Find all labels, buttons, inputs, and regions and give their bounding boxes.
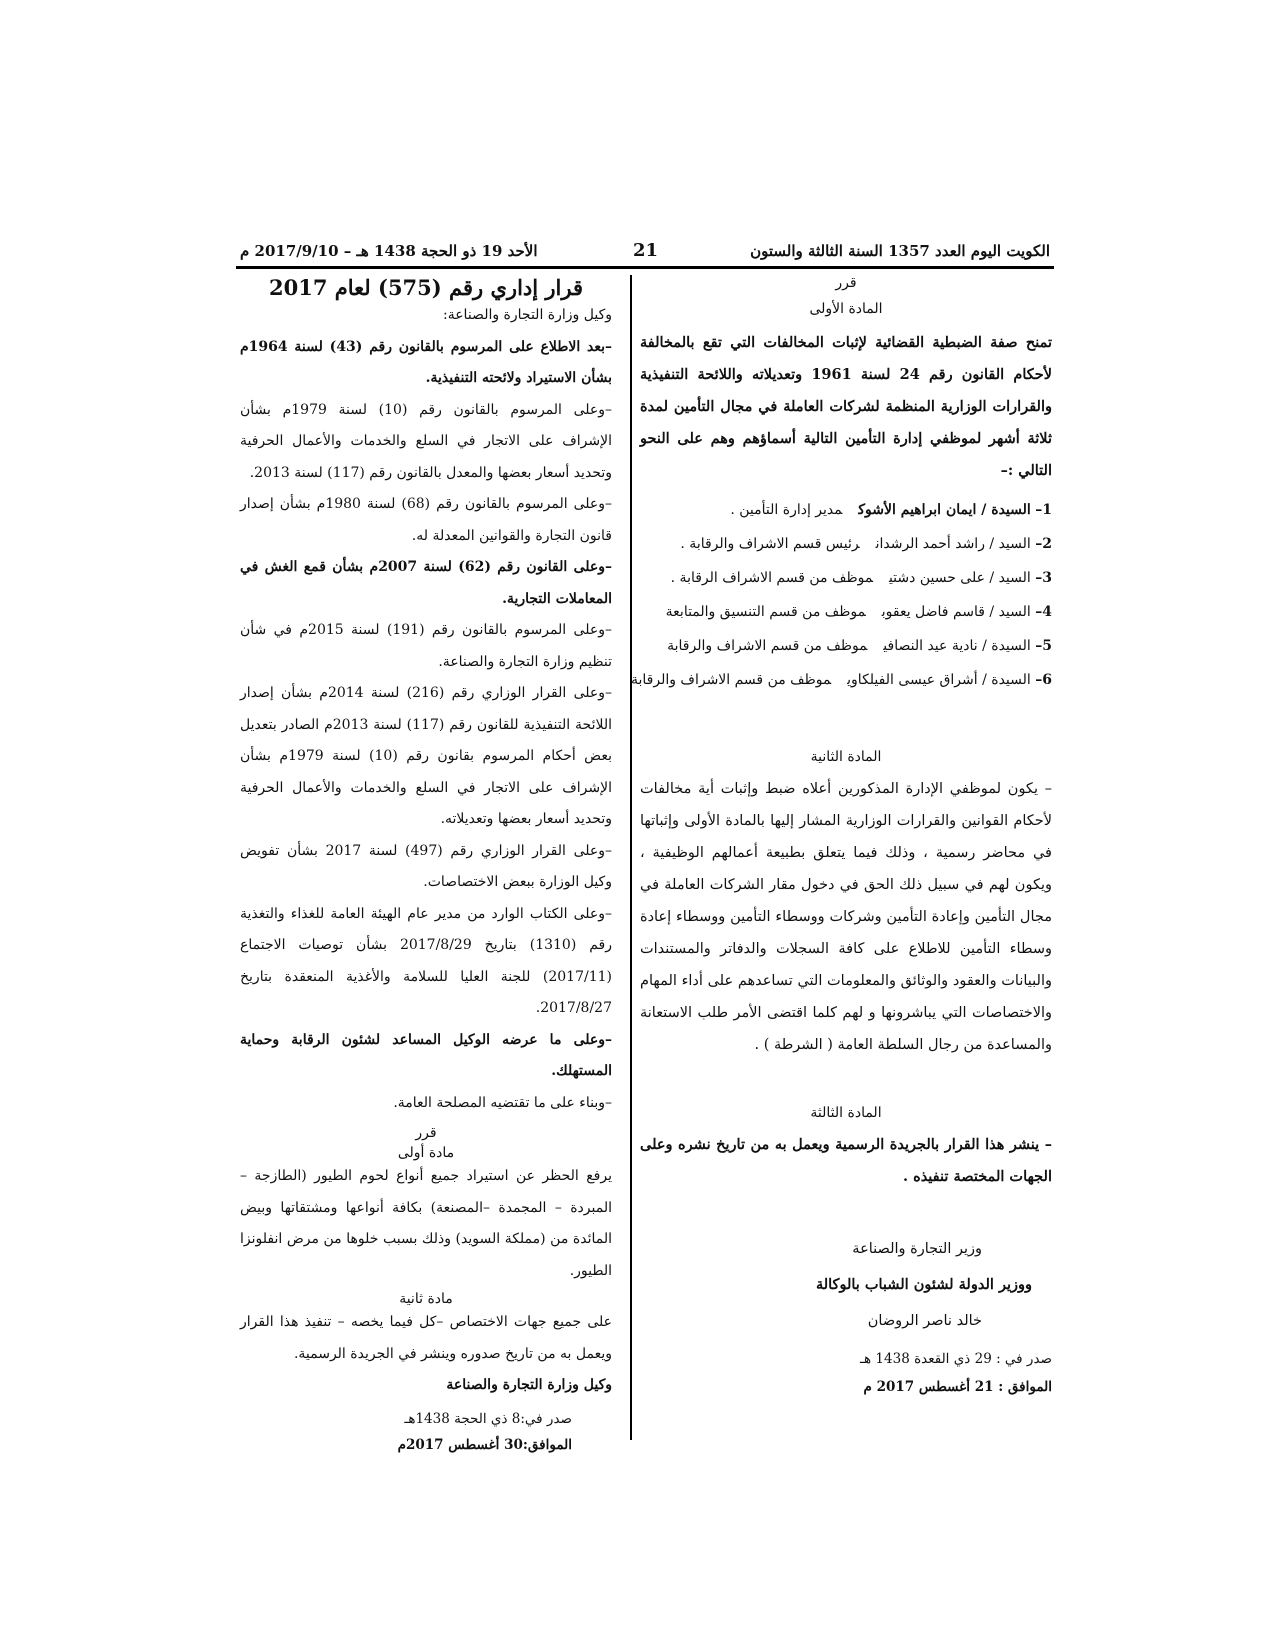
list-item: 1– السيدة / ايمان ابراهيم الأشوكمدير إدارة التأمين .: [730, 502, 1052, 518]
article-1-text: تمنح صفة الضبطية القضائية لإثبات المخالفات التي تقع بالمخالفة لأحكام القانون رقم 24 لسنة 1961 وتعديلاته واللائحة التنفيذية والقرارات الوزارية المنظمة لشركات العاملة في مجال التأمين لمدة ثلاثة أشهر لموظفي إدارة التأمين التالية أسماؤهم وهم على النحو التالي :–: [640, 334, 1052, 479]
article-2-text: – يكون لموظفي الإدارة المذكورين أعلاه ضبط وإثبات أية مخالفات لأحكام القوانين والقرارات الوزارية المشار إليها بالمادة الأولى وإثباتها في محاضر رسمية ، وذلك فيما يتعلق بطبيعة أعمالهم الوظيفية ، ويكون لهم في سبيل ذلك الحق في دخول مقار الشركات العاملة في مجال التأمين وإعادة التأمين وشركات ووسطاء التأمين ووسطاء إعادة وسطاء التأمين للاطلاع على كافة السجلات والدفاتر والمستندات والبيانات والعقود والوثائق والمعلومات التي تساعدهم على أداء المهام والاختصاصات التي يباشرونها و لهم كلما اقتضى الأمر طلب الاستعانة والمساعدة من رجال السلطة العامة ( الشرطة ) .: [640, 781, 1052, 1053]
header-date: الأحد 19 ذو الحجة 1438 هـ – 2017/9/10 م: [240, 242, 538, 260]
clause: –وعلى المرسوم بالقانون رقم (191) لسنة 2015م في شأن تنظيم وزارة التجارة والصناعة.: [240, 622, 612, 670]
article-1-heading: مادة أولى: [397, 1145, 455, 1161]
signer-title-2: ووزير الدولة لشئون الشباب بالوكالة: [815, 1276, 1032, 1293]
decision-heading: قرر: [835, 275, 857, 291]
issue-date: [240, 1406, 572, 1458]
decision-heading: قرر: [415, 1125, 437, 1141]
header-issue-info: الكويت اليوم العدد 1357 السنة الثالثة والستون: [750, 242, 1050, 260]
clause: –وعلى القانون رقم (62) لسنة 2007م بشأن قمع الغش في المعاملات التجارية.: [240, 559, 612, 607]
decree-intro: وكيل وزارة التجارة والصناعة:: [442, 307, 612, 323]
right-column: [630, 275, 1052, 1401]
list-item: 5– السيدة / نادية عيد النصافيموظف من قسم الاشراف والرقابة: [667, 638, 1052, 654]
clause: –وبناء على ما تقتضيه المصلحة العامة.: [393, 1094, 612, 1111]
clause: –وعلى المرسوم بالقانون رقم (10) لسنة 1979م بشأن الإشراف على الاتجار في السلع والخدمات والأعمال الحرفية وتحديد أسعار بعضها والمعدل بالقانون رقم (117) لسنة 2013.: [240, 401, 612, 481]
page-header: [240, 240, 1050, 266]
signer-title: وكيل وزارة التجارة والصناعة: [446, 1377, 612, 1393]
issued-date: صدر في : 29 ذي القعدة 1438 هـ: [860, 1351, 1052, 1367]
decree-title: قرار إداري رقم (575) لعام 2017: [268, 275, 584, 300]
signer-name: خالد ناصر الروضان: [867, 1313, 982, 1329]
signature-block: [640, 1231, 1032, 1339]
clause: –وعلى المرسوم بالقانون رقم (68) لسنة 1980م بشأن إصدار قانون التجارة والقوانين المعدلة له.: [240, 496, 612, 544]
column-divider: [630, 275, 632, 1440]
corresponding-date: الموافق:30 أغسطس 2017م: [397, 1437, 572, 1453]
signer-title: وزير التجارة والصناعة: [852, 1241, 982, 1257]
header-rule: [236, 266, 1054, 269]
article-1-text: يرفع الحظر عن استيراد جميع أنواع لحوم الطيور (الطازجة –المبردة – المجمدة –المصنعة) بكافة أنواعها ومشتقاتها وبيض المائدة من (مملكة السويد) وذلك بسبب خلوها من مرض انفلونزا الطيور.: [240, 1168, 612, 1279]
staff-list: [630, 493, 1052, 697]
left-column: [240, 275, 612, 1458]
corresponding-date: الموافق : 21 أغسطس 2017 م: [863, 1379, 1052, 1395]
issue-date: [640, 1345, 1052, 1401]
list-item: 4– السيد / قاسم فاضل يعقوبموظف من قسم التنسيق والمتابعة: [665, 604, 1052, 620]
article-2-heading: مادة ثانية: [399, 1291, 453, 1307]
article-3-text: – ينشر هذا القرار بالجريدة الرسمية ويعمل به من تاريخ نشره وعلى الجهات المختصة تنفيذه .: [640, 1136, 1052, 1185]
article-3-heading: المادة الثالثة: [810, 1105, 882, 1121]
article-2-heading: المادة الثانية: [810, 749, 882, 765]
clause: –وعلى القرار الوزاري رقم (216) لسنة 2014م بشأن إصدار اللائحة التنفيذية للقانون رقم (117) لسنة 2013م الصادر بتعديل بعض أحكام المرسوم بقانون رقم (10) لسنة 1979م بشأن الإشراف على الاتجار في السلع والخدمات والأعمال الحرفية وتحديد أسعار بعضها وتعديلاته.: [240, 685, 612, 827]
clause: –وعلى القرار الوزاري رقم (497) لسنة 2017 بشأن تفويض وكيل الوزارة ببعض الاختصاصات.: [240, 842, 612, 890]
article-2-text: على جميع جهات الاختصاص –كل فيما يخصه – تنفيذ هذا القرار ويعمل به من تاريخ صدوره وينشر في الجريدة الرسمية.: [240, 1314, 612, 1362]
list-item: 2– السيد / راشد أحمد الرشدانرئيس قسم الاشراف والرقابة .: [680, 536, 1052, 552]
issued-date: صدر في:8 ذي الحجة 1438هـ: [404, 1411, 572, 1427]
clause: –بعد الاطلاع على المرسوم بالقانون رقم (43) لسنة 1964م بشأن الاستيراد ولائحته التنفيذية.: [240, 338, 613, 386]
list-item: 3– السيد / على حسين دشتيموظف من قسم الاشراف الرقابة .: [670, 570, 1052, 586]
list-item: 6– السيدة / أشراق عيسى الفيلكاويموظف من قسم الاشراف والرقابة: [630, 672, 1052, 688]
article-1-heading: المادة الأولى: [809, 301, 883, 317]
clause: –وعلى ما عرضه الوكيل المساعد لشئون الرقابة وحماية المستهلك.: [240, 1031, 612, 1079]
page-number: 21: [632, 240, 658, 261]
clause: –وعلى الكتاب الوارد من مدير عام الهيئة العامة للغذاء والتغذية رقم (1310) بتاريخ 2017/8/29 بشأن توصيات الاجتماع (2017/11) للجنة العليا للسلامة والأغذية المنعقدة بتاريخ 2017/8/27.: [240, 905, 613, 1016]
